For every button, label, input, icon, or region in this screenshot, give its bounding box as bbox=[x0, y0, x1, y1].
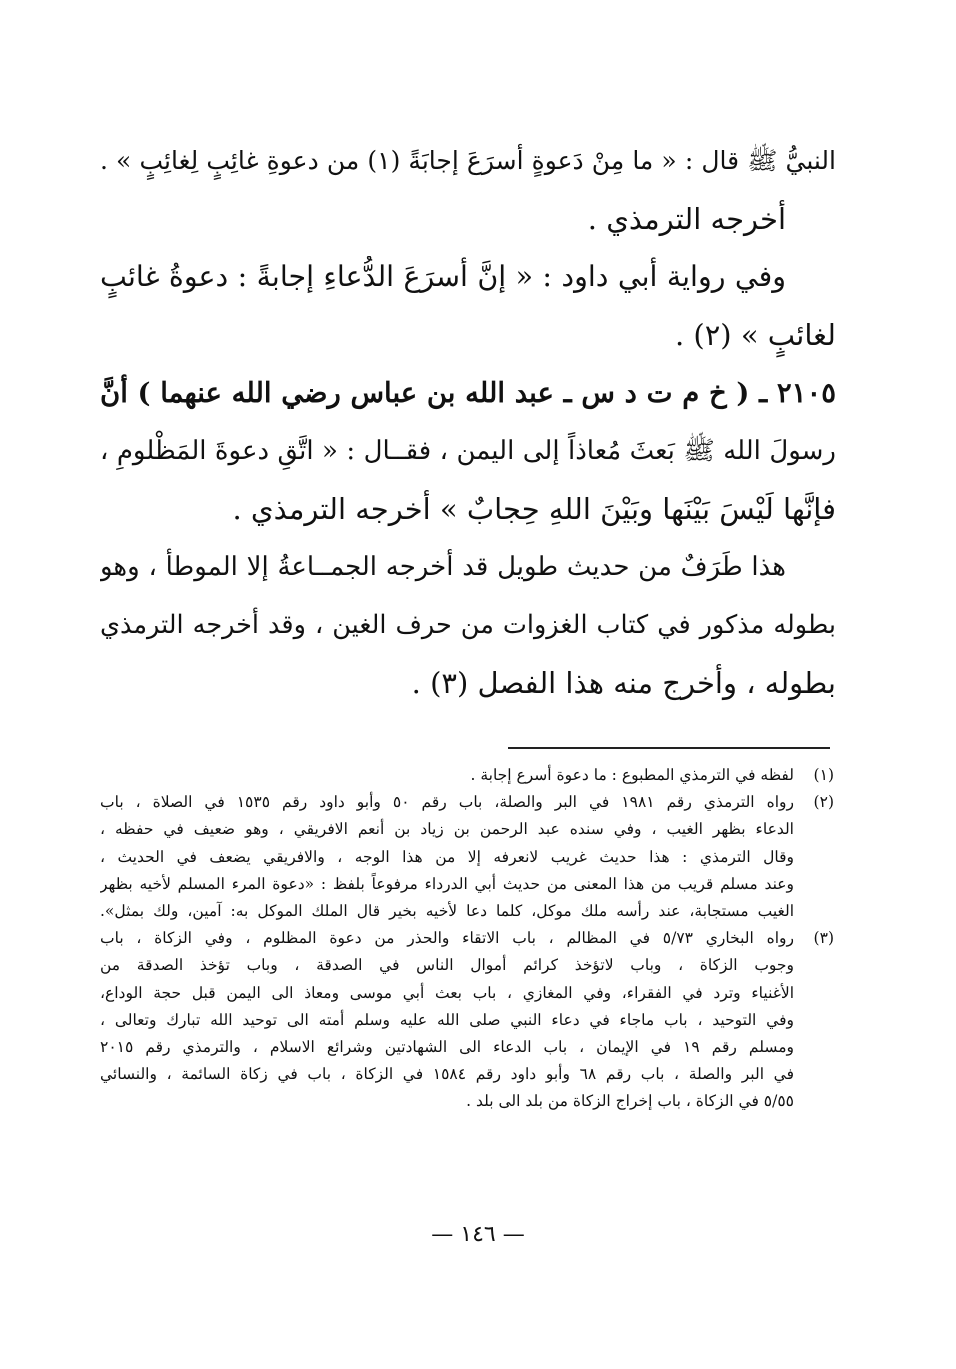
footnote-line: لفظه في الترمذي المطبوع : ما دعوة أسرع إجابة . bbox=[470, 766, 794, 784]
footnote-number: (٢) bbox=[813, 793, 834, 812]
text-line: هذا طَرَفٌ من حديث طويل قد أخرجه الجمــاعةُ إلا الموطأ ، وهو bbox=[100, 552, 786, 582]
hadith-heading-line: ٢١٠٥ ـ ( خ م ت د س ـ عبد الله بن عباس رضي الله عنهما ) أنَّ bbox=[100, 377, 836, 409]
footnote-3 bbox=[100, 925, 834, 1115]
footnote-number: (١) bbox=[813, 766, 834, 784]
footnote-line: الدعاء بظهر الغيب ، وفي سنده عبد الرحمن بن زياد بن أنعم الافريقي ، وهو ضعيف في حفظه ، bbox=[100, 820, 794, 839]
footnote-separator bbox=[508, 747, 830, 749]
footnote-line: في البر والصلة ، باب رقم ٦٨ وأبو داود رقم ١٥٨٤ في الزكاة ، باب في زكاة السائمة ، والنسائي bbox=[100, 1065, 794, 1084]
footnote-line: وجوب الزكاة ، وباب لاتؤخذ كرائم أموال الناس في الصدقة ، وباب تؤخذ الصدقة من bbox=[100, 956, 794, 975]
page-number: — ١٤٦ — bbox=[431, 1222, 525, 1247]
footnote-number: (٣) bbox=[813, 929, 834, 948]
footnote-line: وقال الترمذي : هذا حديث غريب لانعرفه إلا من هذا الوجه ، والافريقي يضعف في الحديث ، bbox=[100, 847, 794, 866]
text-line: أخرجه الترمذي . bbox=[587, 202, 786, 236]
footnote-line: الأغنياء وترد في الفقراء، وفي المغازي ، باب بعث أبي موسى ومعاذ الى اليمن قبل حجة الوداع، bbox=[100, 983, 794, 1002]
text-line: رسولَ الله ﷺ بَعثَ مُعاذاً إلى اليمن ، فقــال : « اتَّقِ دعوةَ المَظْلومِ ، bbox=[100, 436, 836, 466]
footnote-2 bbox=[100, 789, 834, 925]
footnote-1 bbox=[100, 762, 834, 789]
footnote-line: ومسلم رقم ١٩ في الإيمان ، باب الدعاء الى الشهادتين وشرائع الاسلام ، والترمذي رقم ٢٠١٥ bbox=[100, 1038, 794, 1057]
text-line: لغائبٍ » (٢) . bbox=[674, 318, 836, 352]
footnote-line: رواه الترمذي رقم ١٩٨١ في البر والصلة، باب رقم ٥٠ وأبو داود رقم ١٥٣٥ في الصلاة ، باب bbox=[100, 793, 794, 812]
text-line: بطوله ، وأخرج منه هذا الفصل (٣) . bbox=[411, 666, 836, 700]
footnote-line: وعند مسلم قريب من هذا المعنى من حديث أبي الدرداء مرفوعاً بلفظ : «دعوة المرء المسلم لأخيه بظهر bbox=[100, 874, 794, 893]
text-line: النبيُّ ﷺ قال : « ما مِنْ دَعوةٍ أسرَعَ إجابَةً (١) من دعوةِ غائِبٍ لِغائِبٍ » . bbox=[100, 146, 836, 175]
text-line: بطوله مذكور في كتاب الغزوات من حرف الغين ، وقد أخرجه الترمذي bbox=[100, 610, 836, 640]
text-line: وفي رواية أبي داود : « إنَّ أسرَعَ الدُّعاءِ إجابةً : دعوةُ غائبٍ bbox=[100, 260, 786, 293]
footnote-line: الغيب مستجابة، عند رأسه ملك موكل، كلما دعا لأخيه بخير قال الملك الموكل به: آمين، ولك بمثل». bbox=[100, 902, 794, 921]
footnote-line: ٥/٥٥ في الزكاة ، باب إخراج الزكاة من بلد الى بلد . bbox=[466, 1092, 794, 1111]
footnote-line: رواه البخاري ٥/٧٣ في المظالم ، باب الاتقاء والحذر من دعوة المظلوم ، وفي الزكاة ، باب bbox=[100, 929, 794, 948]
text-line: فإنَّها لَيْسَ بَيْنَها وبَيْنَ اللهِ حِجابٌ » أخرجه الترمذي . bbox=[232, 492, 836, 526]
footnotes bbox=[100, 762, 834, 1116]
main-text bbox=[100, 140, 836, 720]
footnote-line: وفي التوحيد ، باب ماجاء في دعاء النبي صلى الله عليه وسلم أمته الى توحيد الله تبارك وتعالى ، bbox=[100, 1010, 794, 1029]
